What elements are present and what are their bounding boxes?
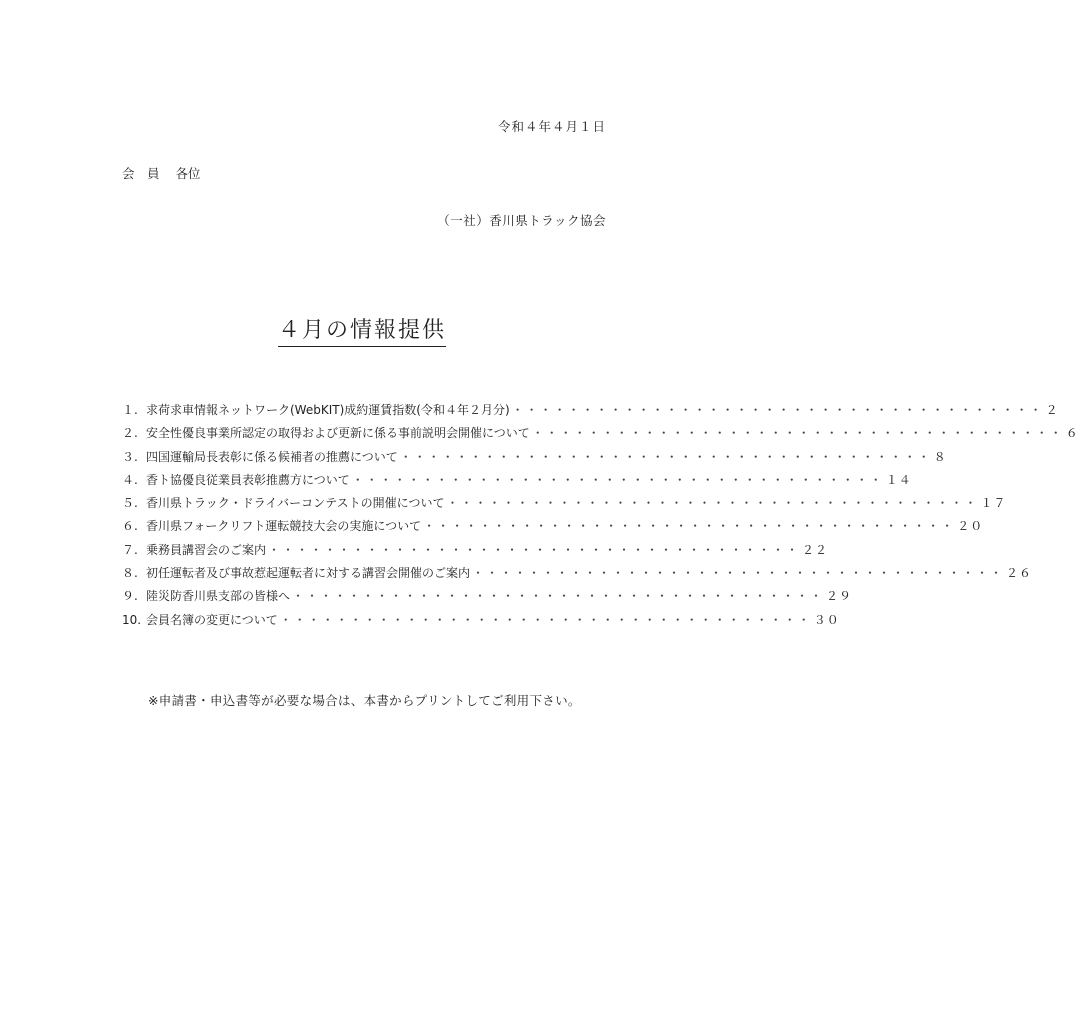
document-title xyxy=(0,313,724,344)
toc-item-text: 初任運転者及び事故惹起運転者に対する講習会開催のご案内 xyxy=(146,566,471,581)
toc-item-number: ４. xyxy=(122,472,138,487)
toc-item-number: ６. xyxy=(122,519,138,534)
toc-item-number: ８. xyxy=(122,566,138,581)
toc-item-page: １７ xyxy=(980,496,1007,511)
toc-item-leader: ・・・・・・・・・・・・・・・・・・・・・・・・・・・・・・・・・・・・・・ xyxy=(423,519,956,534)
toc-item-leader: ・・・・・・・・・・・・・・・・・・・・・・・・・・・・・・・・・・・・・・ xyxy=(268,542,801,557)
toc-item-text: 安全性優良事業所認定の取得および更新に係る事前説明会開催について xyxy=(146,426,530,441)
toc-item-text: 乗務員講習会のご案内 xyxy=(146,542,267,557)
toc-item-leader: ・・・・・・・・・・・・・・・・・・・・・・・・・・・・・・・・・・・・・・ xyxy=(446,496,979,511)
toc-item-text: 香川県フォークリフト運転競技大会の実施について xyxy=(146,519,422,534)
toc-item-text: 陸災防香川県支部の皆様へ xyxy=(146,589,291,604)
toc-item xyxy=(122,585,853,608)
toc-item-number: １. xyxy=(122,403,138,417)
toc-item xyxy=(122,446,947,469)
toc-item xyxy=(122,515,984,538)
table-of-contents xyxy=(122,399,1079,632)
toc-item-leader: ・・・・・・・・・・・・・・・・・・・・・・・・・・・・・・・・・・・・・・ xyxy=(531,426,1064,441)
toc-item-page: ２０ xyxy=(957,519,984,534)
document-title-text: ４月の情報提供 xyxy=(278,318,446,347)
toc-item-page: １４ xyxy=(885,472,912,487)
toc-item-text: 香ト協優良従業員表彰推薦方について xyxy=(146,472,350,487)
addressee xyxy=(122,164,201,182)
toc-item-leader: ・・・・・・・・・・・・・・・・・・・・・・・・・・・・・・・・・・・・・・ xyxy=(472,566,1005,581)
toc-item-page: ２６ xyxy=(1006,566,1033,581)
toc-item-text: 求荷求車情報ネットワーク(WebKIT)成約運賃指数(令和４年２月分) xyxy=(146,403,510,417)
toc-item xyxy=(122,609,840,632)
toc-item xyxy=(122,399,1059,422)
toc-item-leader: ・・・・・・・・・・・・・・・・・・・・・・・・・・・・・・・・・・・・・・ xyxy=(351,472,884,487)
toc-item-page: ２ xyxy=(1045,403,1059,417)
toc-item xyxy=(122,539,829,562)
addressee-honorific: 各位 xyxy=(175,166,201,181)
toc-item-number: ５. xyxy=(122,496,138,511)
toc-item-number: ９. xyxy=(122,589,138,604)
toc-item-page: ６ xyxy=(1065,426,1079,441)
sender-organization: （一社）香川県トラック協会 xyxy=(437,213,606,228)
document-date: 令和４年４月１日 xyxy=(497,119,606,134)
toc-item-page: ２９ xyxy=(826,589,853,604)
toc-item-page: ２２ xyxy=(802,542,829,557)
toc-item-page: ３０ xyxy=(813,612,840,627)
toc-item-text: 四国運輸局長表彰に係る候補者の推薦について xyxy=(146,449,398,464)
toc-item-number: ７. xyxy=(122,542,138,557)
toc-item-text: 会員名簿の変更について xyxy=(146,612,278,627)
toc-item-number: 10. xyxy=(122,612,142,627)
toc-item-leader: ・・・・・・・・・・・・・・・・・・・・・・・・・・・・・・・・・・・・・・ xyxy=(511,403,1044,417)
toc-item-number: ３. xyxy=(122,449,138,464)
toc-item-number: ２. xyxy=(122,426,138,441)
print-note: ※申請書・申込書等が必要な場合は、本書からプリントしてご利用下さい。 xyxy=(148,693,581,708)
toc-item-leader: ・・・・・・・・・・・・・・・・・・・・・・・・・・・・・・・・・・・・・・ xyxy=(399,449,932,464)
toc-item-leader: ・・・・・・・・・・・・・・・・・・・・・・・・・・・・・・・・・・・・・・ xyxy=(292,589,825,604)
toc-item-leader: ・・・・・・・・・・・・・・・・・・・・・・・・・・・・・・・・・・・・・・ xyxy=(279,612,812,627)
toc-item xyxy=(122,422,1079,445)
toc-item-text: 香川県トラック・ドライバーコンテストの開催について xyxy=(146,496,445,511)
toc-item xyxy=(122,492,1007,515)
toc-item-page: ８ xyxy=(933,449,947,464)
toc-item xyxy=(122,469,912,492)
toc-item xyxy=(122,562,1033,585)
addressee-members: 会 員 xyxy=(122,166,160,181)
